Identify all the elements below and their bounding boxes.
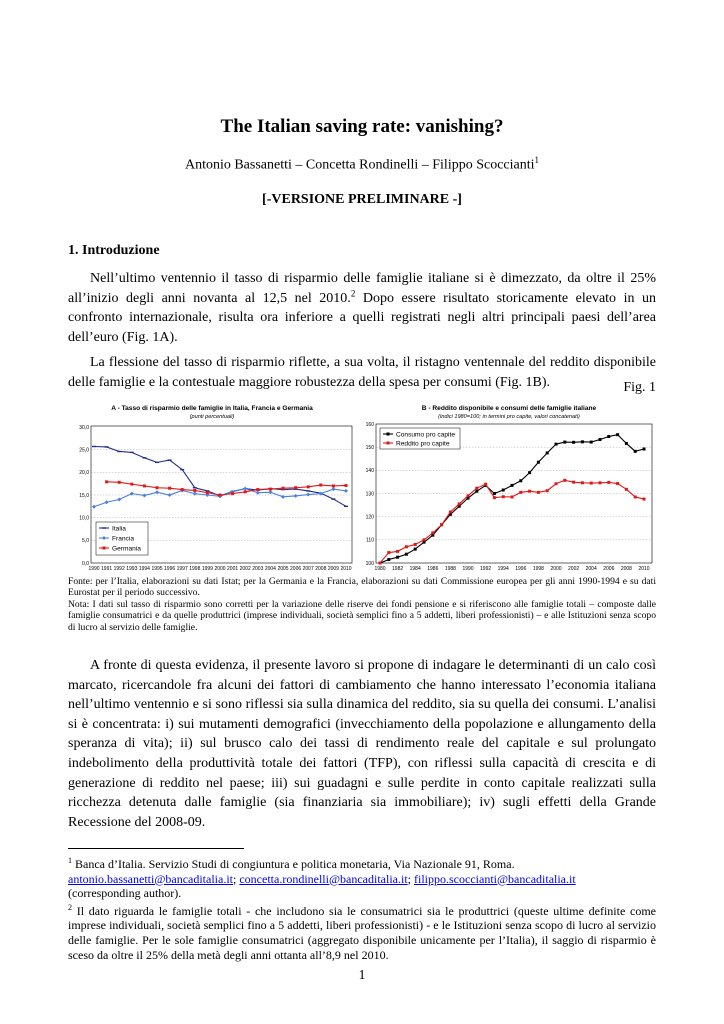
footnote-1: $^1$ Banca d’Italia. Servizio Studi di congiuntura e politica monetaria, Via Nazionale 91, Roma. antonio.bassanetti@bancaditalia.it; concetta.rondinelli@bancaditalia.it; filippo.scoccianti@bancaditalia.it (corresponding author). xyxy=(68,856,576,901)
a-point-francia xyxy=(142,493,146,497)
paragraph-3: A fronte di questa evidenza, il presente lavoro si propone di indagare le determinanti di un calo così marcato, ricercandole fra alcuni dei fattori di cambiamento che hanno interessato l’economia italiana nell’ultimo ventennio e si sono riflessi sia sulla dinamica del reddito, sia su quella dei consumi. L’analisi si è concentrata: i) sui mutamenti demografici (invecchiamento della popolazione e allungamento della speranza di vita); ii) sul brusco calo dei tassi di rendimento reale del capitale e sul prolungato indebolimento della produttività totale dei fattori (TFP), con riflessi sulla capacità di crescita e di generazione di reddito nel paese; iii) sui guadagni e sulle perdite in conto capitale realizzati sulla ricchezza detenuta dalle famiglie (sia finanziaria sia immobiliare); iv) sugli effetti della Grande Recessione del 2008-09. xyxy=(68,658,656,830)
chart-b-subtitle: (indici 1980=100; in termini pro capite, valori concatenati) xyxy=(438,414,580,420)
b-point-reddito-pro-capite xyxy=(537,491,540,494)
a-point-francia xyxy=(344,489,348,493)
a-xtick-label: 2005 xyxy=(277,566,289,572)
a-point-germania xyxy=(332,484,335,487)
b-point-reddito-pro-capite xyxy=(396,550,399,553)
b-point-reddito-pro-capite xyxy=(423,538,426,541)
a-point-francia xyxy=(243,487,247,491)
a-point-francia xyxy=(168,493,172,497)
a-point-italia xyxy=(168,459,172,460)
b-point-reddito-pro-capite xyxy=(467,494,470,497)
b-point-reddito-pro-capite xyxy=(625,488,628,491)
b-legend-marker-consumo-pro-capite xyxy=(387,433,390,436)
b-xtick-label: 2002 xyxy=(568,566,580,572)
version-label: [-VERSIONE PRELIMINARE -] xyxy=(262,192,462,207)
method-note: Nota: I dati sul tasso di risparmio sono corretti per la variazione delle riserve dei fondi pensione e si riferiscono alle famiglie totali – composte dalle famiglie consumatrici e da quelle produttrici (imprese individuali, società semplici fino a 5 addetti, liberi professionisti) – e alle Istituzioni senza scopo di lucro al servizio delle famiglie. xyxy=(68,598,656,633)
a-point-germania xyxy=(244,490,247,493)
a-xtick-label: 2007 xyxy=(302,566,314,572)
b-legend-label-reddito-pro-capite: Reddito pro capite xyxy=(396,440,450,448)
b-point-consumo-pro-capite xyxy=(511,484,514,487)
author-list: Antonio Bassanetti – Concetta Rondinelli – Filippo Scoccianti$^1$ xyxy=(184,155,540,173)
a-legend-label-italia: Italia xyxy=(112,525,126,533)
b-point-consumo-pro-capite xyxy=(396,556,399,559)
b-point-reddito-pro-capite xyxy=(431,531,434,534)
a-ytick-label: 20,0 xyxy=(79,470,89,477)
a-point-francia xyxy=(256,491,260,495)
b-point-reddito-pro-capite xyxy=(528,490,531,493)
a-point-italia xyxy=(105,446,109,447)
b-legend-label-consumo-pro-capite: Consumo pro capite xyxy=(396,431,456,439)
b-xtick-label: 2004 xyxy=(585,566,597,572)
b-xtick-label: 2006 xyxy=(603,566,615,572)
b-point-reddito-pro-capite xyxy=(634,495,637,498)
a-xtick-label: 1993 xyxy=(126,566,138,572)
a-legend-label-germania: Germania xyxy=(112,545,141,553)
b-xtick-label: 2010 xyxy=(638,566,650,572)
a-point-italia xyxy=(142,457,146,458)
b-point-reddito-pro-capite xyxy=(555,482,558,485)
b-point-consumo-pro-capite xyxy=(519,479,522,482)
a-xtick-label: 1999 xyxy=(201,566,213,572)
chart-a xyxy=(68,400,356,576)
a-xtick-label: 1992 xyxy=(113,566,125,572)
b-point-reddito-pro-capite xyxy=(440,523,443,526)
a-point-francia xyxy=(105,500,109,504)
intro-paragraphs xyxy=(68,269,656,393)
b-point-consumo-pro-capite xyxy=(493,492,496,495)
a-point-germania xyxy=(206,491,209,494)
b-point-consumo-pro-capite xyxy=(563,441,566,444)
b-ytick-label: 140 xyxy=(365,468,374,475)
a-xtick-label: 2000 xyxy=(214,566,226,572)
paper-title: The Italian saving rate: vanishing? xyxy=(220,116,504,137)
a-xtick-label: 1994 xyxy=(138,566,150,572)
b-point-consumo-pro-capite xyxy=(502,489,505,492)
a-point-italia xyxy=(193,487,197,488)
b-point-reddito-pro-capite xyxy=(405,545,408,548)
footnote-2: $^2$ Il dato riguarda le famiglie totali - che includono sia le consumatrici sia le produttrici (queste ultime definite come imprese individuali, società semplici fino a 5 addetti, liberi professionisti) - e le Istituzioni senza scopo di lucro al servizio delle famiglie. Per le sole famiglie consumatrici (aggregato disponibile unicamente per l’Italia), il saggio di risparmio è sceso da oltre il 25% della metà degli anni ottanta all’8,9 nel 2010. xyxy=(68,902,656,962)
paragraph-1: Nell’ultimo ventennio il tasso di risparmio delle famiglie italiane si è dimezzato, da oltre il 25% all’inizio degli anni novanta al 12,5 nel 2010.$^2$ Dopo essere risultato storicamente elevato in un confronto internazionale, risulta ora inferiore a quelli registrati negli altri principali paesi dell’area dell’euro (Fig. 1A). xyxy=(68,271,656,345)
email-link-bassanetti[interactable]: antonio.bassanetti@bancaditalia.it xyxy=(68,871,233,886)
b-point-consumo-pro-capite xyxy=(546,451,549,454)
b-xtick-label: 1984 xyxy=(409,566,421,572)
a-xtick-label: 2010 xyxy=(340,566,352,572)
b-point-consumo-pro-capite xyxy=(581,440,584,443)
b-xtick-label: 1980 xyxy=(374,566,386,572)
b-point-consumo-pro-capite xyxy=(607,435,610,438)
b-point-consumo-pro-capite xyxy=(475,490,478,493)
b-xtick-label: 2008 xyxy=(620,566,632,572)
b-point-reddito-pro-capite xyxy=(475,487,478,490)
email-link-rondinelli[interactable]: concetta.rondinelli@bancaditalia.it xyxy=(239,871,408,886)
b-point-consumo-pro-capite xyxy=(625,442,628,445)
b-point-reddito-pro-capite xyxy=(379,562,382,565)
b-point-reddito-pro-capite xyxy=(449,511,452,514)
a-point-germania xyxy=(294,486,297,489)
a-xtick-label: 2002 xyxy=(239,566,251,572)
b-ytick-label: 130 xyxy=(365,491,374,498)
a-point-francia xyxy=(268,490,272,494)
b-point-consumo-pro-capite xyxy=(572,441,575,444)
a-xtick-label: 1990 xyxy=(88,566,100,572)
chart-a-subtitle: (punti percentuali) xyxy=(189,414,235,420)
b-point-reddito-pro-capite xyxy=(599,481,602,484)
email-link-scoccianti[interactable]: filippo.scoccianti@bancaditalia.it xyxy=(414,871,576,886)
a-point-italia xyxy=(130,452,134,453)
a-point-italia xyxy=(180,469,184,470)
chart-a-title: A - Tasso di risparmio delle famiglie in Italia, Francia e Germania xyxy=(111,405,313,412)
a-point-francia xyxy=(331,487,335,491)
a-point-germania xyxy=(105,480,108,483)
a-point-francia xyxy=(306,493,310,497)
footnotes xyxy=(68,854,656,962)
b-point-reddito-pro-capite xyxy=(572,481,575,484)
a-ytick-label: 25,0 xyxy=(79,447,89,454)
a-point-germania xyxy=(130,483,133,486)
a-xtick-label: 2003 xyxy=(252,566,264,572)
b-xtick-label: 1982 xyxy=(392,566,404,572)
a-point-germania xyxy=(282,487,285,490)
chart-b xyxy=(362,400,656,576)
b-point-consumo-pro-capite xyxy=(555,443,558,446)
b-xtick-label: 1994 xyxy=(497,566,509,572)
a-ytick-label: 0,0 xyxy=(82,560,89,567)
b-point-reddito-pro-capite xyxy=(458,502,461,505)
a-point-italia xyxy=(92,446,96,447)
a-point-germania xyxy=(168,487,171,490)
a-point-germania xyxy=(345,484,348,487)
a-point-francia xyxy=(155,490,159,494)
a-point-germania xyxy=(193,489,196,492)
b-point-reddito-pro-capite xyxy=(519,491,522,494)
b-point-reddito-pro-capite xyxy=(511,495,514,498)
a-ytick-label: 30,0 xyxy=(79,424,89,431)
a-xtick-label: 2001 xyxy=(227,566,239,572)
b-xtick-label: 1998 xyxy=(532,566,544,572)
b-ytick-label: 120 xyxy=(365,514,374,521)
paragraph-2: La flessione del tasso di risparmio riflette, a sua volta, il ristagno ventennale del reddito disponibile delle famiglie e la contestuale maggiore robustezza della spesa per consumi (Fig. 1B). xyxy=(68,355,656,390)
footnote-ref-2[interactable]: 2 xyxy=(350,287,356,298)
b-point-reddito-pro-capite xyxy=(546,489,549,492)
b-xtick-label: 1988 xyxy=(444,566,456,572)
a-point-germania xyxy=(156,486,159,489)
a-legend-marker-germania xyxy=(103,547,106,550)
page-number: 1 xyxy=(358,968,366,983)
a-point-germania xyxy=(219,494,222,497)
a-xtick-label: 1998 xyxy=(189,566,201,572)
a-xtick-label: 2004 xyxy=(264,566,276,572)
b-point-consumo-pro-capite xyxy=(634,450,637,453)
b-ytick-label: 100 xyxy=(365,560,374,567)
a-point-italia xyxy=(344,506,348,507)
a-point-francia xyxy=(281,495,285,499)
a-ytick-label: 15,0 xyxy=(79,492,89,499)
a-legend-marker-italia xyxy=(102,527,106,528)
a-xtick-label: 1995 xyxy=(151,566,163,572)
b-point-reddito-pro-capite xyxy=(563,479,566,482)
a-point-francia xyxy=(92,505,96,509)
b-point-reddito-pro-capite xyxy=(581,481,584,484)
a-point-italia xyxy=(306,490,310,491)
a-point-germania xyxy=(319,484,322,487)
b-point-consumo-pro-capite xyxy=(599,438,602,441)
b-point-reddito-pro-capite xyxy=(502,495,505,498)
a-point-francia xyxy=(117,498,121,502)
a-point-italia xyxy=(117,451,121,452)
b-point-reddito-pro-capite xyxy=(590,482,593,485)
b-ytick-label: 150 xyxy=(365,444,374,451)
a-point-italia xyxy=(331,498,335,499)
a-point-germania xyxy=(231,492,234,495)
footnote-ref-1[interactable]: 1 xyxy=(534,155,540,165)
b-point-reddito-pro-capite xyxy=(414,543,417,546)
a-point-germania xyxy=(307,485,310,488)
b-point-reddito-pro-capite xyxy=(493,496,496,499)
b-point-consumo-pro-capite xyxy=(405,553,408,556)
b-point-reddito-pro-capite xyxy=(387,551,390,554)
figure-label: Fig. 1 xyxy=(623,380,656,395)
chart-b-title: B - Reddito disponibile e consumi delle famiglie italiane xyxy=(421,405,597,412)
a-xtick-label: 1996 xyxy=(164,566,176,572)
b-xtick-label: 1996 xyxy=(515,566,527,572)
footnote-divider xyxy=(68,848,244,849)
b-xtick-label: 1986 xyxy=(427,566,439,572)
b-point-reddito-pro-capite xyxy=(643,498,646,501)
b-point-consumo-pro-capite xyxy=(387,558,390,561)
a-ytick-label: 10,0 xyxy=(79,515,89,522)
b-xtick-label: 1990 xyxy=(462,566,474,572)
b-ytick-label: 110 xyxy=(366,537,374,544)
a-xtick-label: 2008 xyxy=(315,566,327,572)
a-ytick-label: 5,0 xyxy=(82,538,89,545)
b-series-line-consumo-pro-capite xyxy=(380,435,644,563)
a-point-germania xyxy=(181,488,184,491)
a-point-germania xyxy=(118,481,121,484)
source-note: Fonte: per l’Italia, elaborazioni su dati Istat; per la Germania e la Francia, elaborazioni su dati Commissione europea per gli anni 1990-1994 e su dati Eurostat per il periodo successivo. xyxy=(68,576,656,599)
a-point-germania xyxy=(269,488,272,491)
b-xtick-label: 1992 xyxy=(480,566,492,572)
b-point-consumo-pro-capite xyxy=(537,461,540,464)
b-point-consumo-pro-capite xyxy=(590,441,593,444)
a-xtick-label: 1997 xyxy=(176,566,188,572)
b-series-line-reddito-pro-capite xyxy=(380,480,644,563)
a-point-francia xyxy=(294,494,298,498)
b-point-reddito-pro-capite xyxy=(607,481,610,484)
b-legend-marker-reddito-pro-capite xyxy=(387,442,390,445)
b-xtick-label: 2000 xyxy=(550,566,562,572)
a-legend-label-francia: Francia xyxy=(112,535,134,543)
a-series-line-germania xyxy=(107,482,346,495)
section-heading: 1. Introduzione xyxy=(68,243,160,258)
a-xtick-label: 1991 xyxy=(101,566,113,572)
b-point-consumo-pro-capite xyxy=(414,548,417,551)
b-point-consumo-pro-capite xyxy=(528,471,531,474)
a-xtick-label: 2006 xyxy=(290,566,302,572)
b-point-reddito-pro-capite xyxy=(484,483,487,486)
b-ytick-label: 160 xyxy=(365,421,374,428)
a-point-italia xyxy=(155,462,159,463)
a-xtick-label: 2009 xyxy=(327,566,339,572)
b-point-consumo-pro-capite xyxy=(616,433,619,436)
a-point-germania xyxy=(256,488,259,491)
figure-notes xyxy=(68,576,656,633)
b-point-consumo-pro-capite xyxy=(643,448,646,451)
b-point-reddito-pro-capite xyxy=(616,482,619,485)
a-point-germania xyxy=(143,484,146,487)
